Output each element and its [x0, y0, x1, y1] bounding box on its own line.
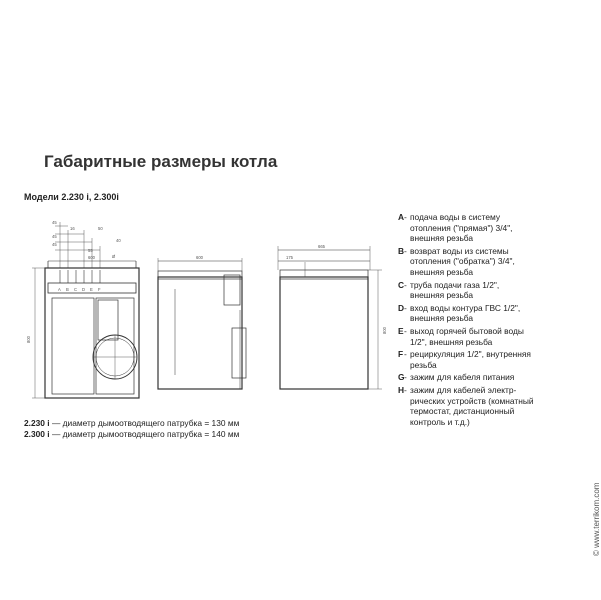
legend-description-line: возврат воды из системы: [410, 245, 509, 256]
page-subtitle: Модели 2.230 i, 2.300i: [24, 192, 119, 202]
legend-description-line: внешняя резьба: [410, 290, 474, 301]
dim-label-600-front: 600: [88, 255, 95, 260]
legend-item: [398, 280, 598, 301]
legend-description-line: труба подачи газа 1/2",: [410, 279, 500, 290]
dim-label-665: 665: [318, 244, 325, 249]
dim-label-40: 40: [116, 238, 121, 243]
legend-item: [398, 349, 598, 370]
note-text: — диаметр дымоотводящего патрубка = 140 мм: [49, 429, 240, 439]
legend-description-line: рециркуляция 1/2", внутренняя: [410, 349, 531, 360]
legend-separator: -: [404, 349, 407, 360]
dim-label-45-mid: 45: [52, 234, 57, 239]
dim-label-16: 16: [70, 226, 75, 231]
dim-label-45-top: 45: [52, 220, 57, 225]
legend-item: [398, 212, 598, 244]
connector-pipes: [60, 270, 100, 283]
connector-label-f: F: [98, 287, 101, 292]
legend-separator: -: [404, 384, 407, 395]
legend-description-line: термостат, дистанционный: [410, 406, 515, 417]
note-text: — диаметр дымоотводящего патрубка = 130 мм: [49, 418, 240, 428]
side-view-casing: [158, 277, 242, 389]
legend-description-line: зажим для кабелей электр-: [410, 384, 517, 395]
front-view: [32, 222, 139, 398]
note-row: [24, 418, 239, 429]
dim-label-800-right: 800: [382, 327, 387, 334]
front-view-left-module: [52, 298, 94, 394]
side-view: [158, 258, 246, 389]
dim-label-175: 175: [286, 255, 293, 260]
note-model: 2.300 i: [24, 429, 50, 439]
legend-key: B: [398, 245, 405, 256]
dim-label-55: 55: [88, 248, 93, 253]
legend-item: [398, 326, 598, 347]
dim-label-50: 50: [98, 226, 103, 231]
front-view-exchanger: [98, 300, 118, 340]
legend-description-line: контроль и т.д.): [410, 416, 470, 427]
connections-legend: [398, 212, 598, 429]
watermark: © www.terrikom.com: [592, 482, 601, 556]
legend-item: [398, 303, 598, 324]
right-view: [278, 246, 382, 389]
side-view-flue-pipe: [232, 328, 246, 378]
connector-label-e: E: [90, 287, 93, 292]
legend-description-line: зажим для кабеля питания: [410, 372, 515, 383]
legend-key: C: [398, 279, 405, 290]
legend-key: A: [398, 212, 405, 222]
dim-label-800-front: 800: [26, 336, 31, 343]
legend-description-line: отопления ("прямая") 3/4",: [410, 222, 513, 233]
legend-key: G: [398, 372, 405, 383]
flue-diameter-notes: [24, 418, 239, 440]
legend-key: E: [398, 325, 404, 336]
dim-label-600-side: 600: [196, 255, 203, 260]
legend-separator: -: [404, 245, 407, 256]
dim-label-diameter: Ø: [112, 254, 116, 259]
legend-key: F: [398, 349, 404, 360]
legend-description-line: рических устройств (комнатный: [410, 395, 534, 406]
legend-key: H: [398, 384, 405, 395]
legend-separator: -: [404, 325, 407, 336]
legend-item: [398, 372, 598, 383]
legend-description-line: вход воды контура ГВС 1/2",: [410, 302, 521, 313]
connector-label-d: D: [82, 287, 86, 292]
legend-description-line: внешняя резьба: [410, 266, 474, 277]
legend-description-line: подача воды в систему: [410, 212, 501, 222]
legend-separator: -: [404, 302, 407, 313]
dimension-labels: [26, 220, 387, 343]
legend-description-line: 1/2", внешняя резьба: [410, 336, 493, 347]
right-view-casing: [280, 277, 368, 389]
legend-item: [398, 246, 598, 278]
legend-separator: -: [404, 372, 407, 383]
legend-description-line: отопления ("обратка") 3/4",: [410, 256, 515, 267]
page-title: Габаритные размеры котла: [44, 152, 278, 171]
legend-item: [398, 385, 598, 427]
legend-key: D: [398, 302, 405, 313]
note-row: [24, 429, 239, 440]
connector-label-b: B: [66, 287, 69, 292]
connector-labels: [58, 287, 101, 292]
legend-separator: -: [404, 212, 407, 222]
legend-separator: -: [404, 279, 407, 290]
side-view-flue-box: [224, 275, 240, 305]
dim-label-45-low: 45: [52, 242, 57, 247]
note-model: 2.230 i: [24, 418, 50, 428]
legend-description-line: резьба: [410, 359, 437, 370]
connector-label-c: C: [74, 287, 78, 292]
right-view-top-panel: [280, 270, 368, 279]
connector-label-a: A: [58, 287, 61, 292]
legend-description-line: выход горячей бытовой воды: [410, 325, 524, 336]
legend-description-line: внешняя резьба: [410, 233, 474, 244]
legend-description-line: внешняя резьба: [410, 313, 474, 324]
